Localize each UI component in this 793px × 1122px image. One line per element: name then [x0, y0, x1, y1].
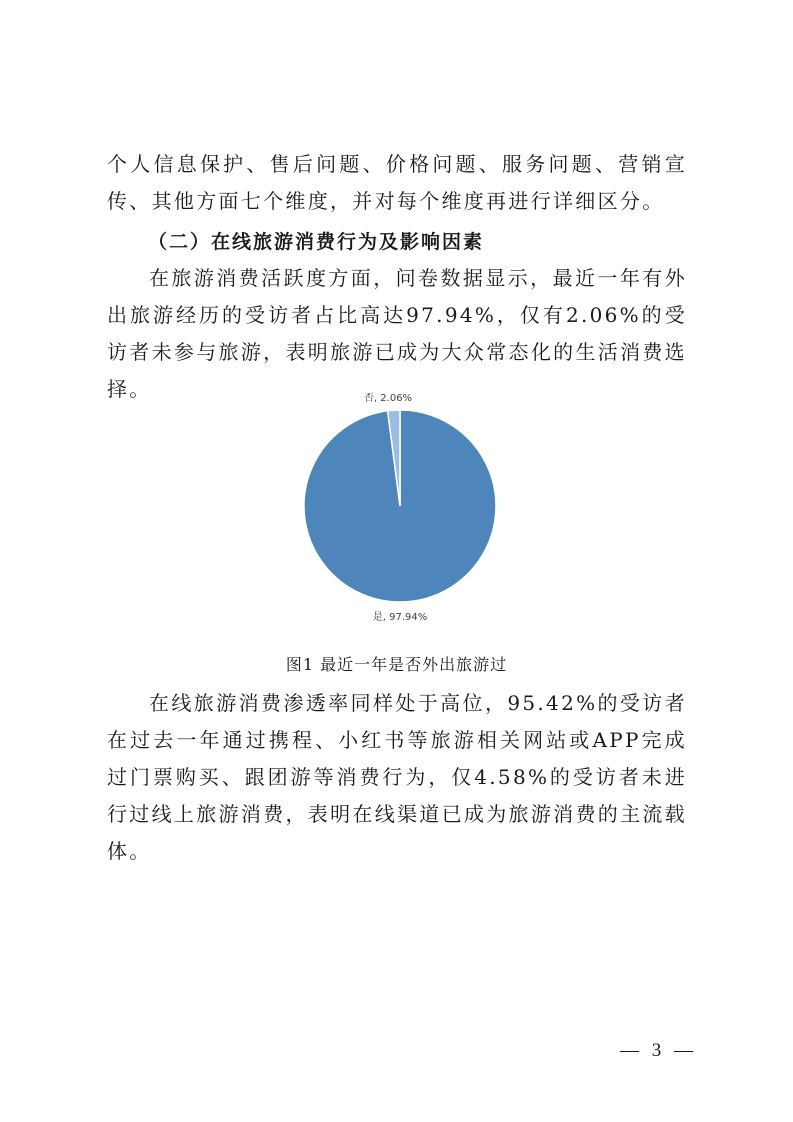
pie-slices [304, 410, 496, 602]
paragraph-travel-activity: 在旅游消费活跃度方面，问卷数据显示，最近一年有外出旅游经历的受访者占比高达97.94%，仅有2.06%的受访者未参与旅游，表明旅游已成为大众常态化的生活消费选择。 [107, 266, 687, 401]
pie-chart [280, 382, 520, 622]
pie-chart-svg [280, 382, 520, 622]
paragraph-online-penetration: 在线旅游消费渗透率同样处于高位，95.42%的受访者在过去一年通过携程、小红书等旅游相关网站或APP完成过门票购买、跟团游等消费行为，仅4.58%的受访者未进行过线上旅游消费，表明在线渠道已成为旅游消费的主流载体。 [107, 691, 687, 863]
section-heading: （二）在线旅游消费行为及影响因素 [148, 231, 485, 253]
pie-label-yes: 是, 97.94% [372, 612, 428, 622]
pie-label-no: 否, 2.06% [363, 393, 413, 404]
figure-caption: 图1 最近一年是否外出旅游过 [285, 655, 508, 674]
paragraph-dimensions: 个人信息保护、售后问题、价格问题、服务问题、营销宣传、其他方面七个维度，并对每个维度再进行详细区分。 [107, 152, 687, 213]
page-number: — 3 — [620, 1040, 697, 1061]
